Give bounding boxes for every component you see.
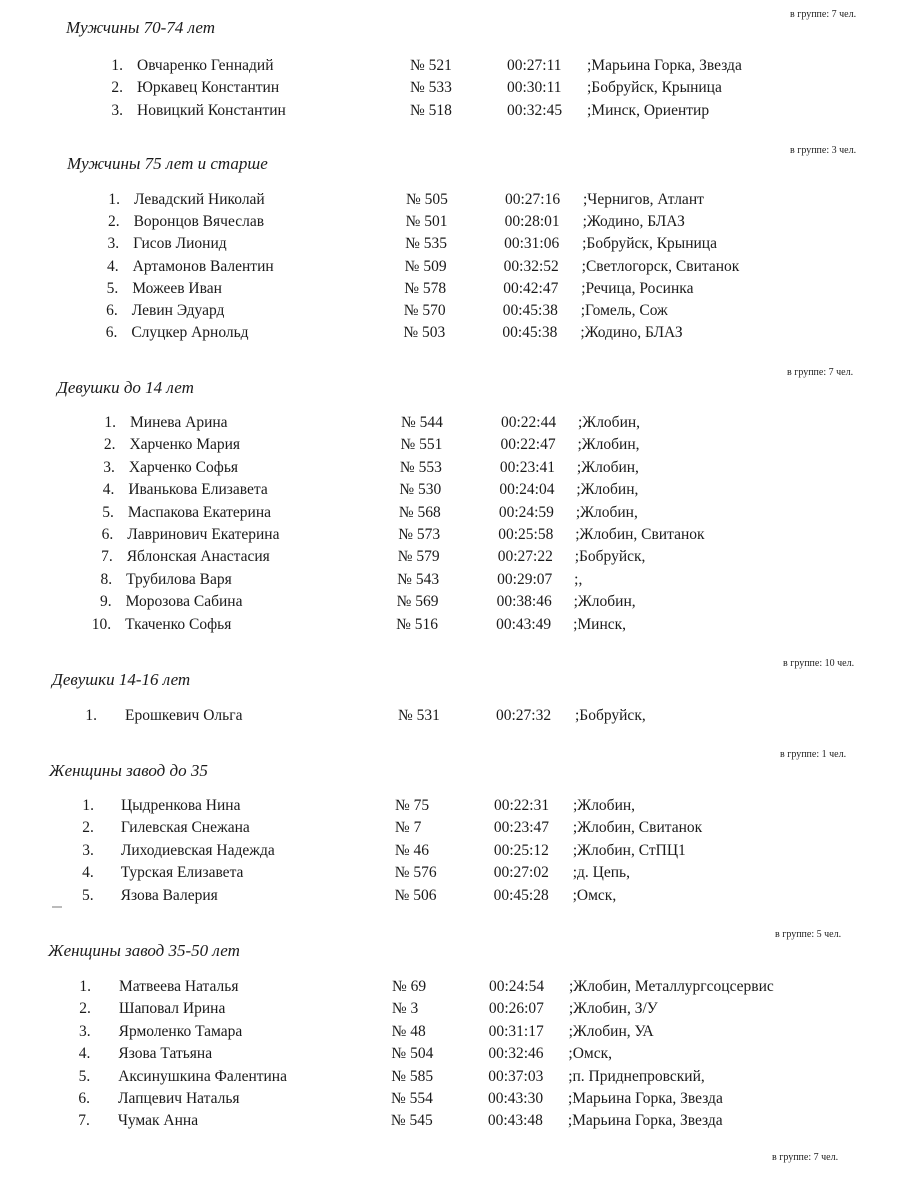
result-row — [0, 797, 880, 819]
result-row — [0, 593, 876, 615]
result-row — [0, 258, 879, 280]
result-row — [0, 280, 878, 302]
club-city: ;Жлобин, — [577, 436, 640, 454]
finish-time: 00:45:38 — [502, 302, 558, 319]
bib-number: № 535 — [405, 235, 448, 253]
result-row — [0, 1023, 880, 1045]
result-row — [0, 235, 879, 257]
finish-time: 00:25:12 — [493, 841, 549, 859]
group-title: Женщины завод 35-50 лет — [48, 941, 240, 960]
result-row — [0, 191, 880, 213]
athlete-name: Артамонов Валентин — [132, 257, 274, 275]
club-city: ;Жодино, БЛАЗ — [580, 324, 683, 342]
athlete-name: Харченко Софья — [128, 458, 239, 476]
club-city: ;Жлобин, — [576, 458, 639, 476]
place-number: 4. — [107, 257, 119, 275]
club-city: ;Марьина Горка, Звезда — [568, 1090, 723, 1107]
club-city: ;Жлобин, СтПЦ1 — [572, 841, 686, 859]
athlete-name: Юркавец Константин — [137, 79, 280, 97]
finish-time: 00:42:47 — [503, 279, 559, 297]
group-title: Мужчины 70-74 лет — [66, 18, 216, 37]
finish-time: 00:38:46 — [496, 593, 552, 611]
finish-time: 00:37:03 — [488, 1067, 544, 1085]
club-city: ;Жлобин, З/У — [568, 1000, 658, 1018]
bib-number: № 521 — [410, 57, 452, 74]
result-row — [0, 548, 877, 570]
place-number: 8. — [100, 570, 113, 588]
result-row — [0, 324, 877, 346]
finish-time: 00:22:31 — [494, 797, 550, 814]
result-row — [0, 707, 880, 729]
club-city: ;Жлобин, — [573, 593, 636, 611]
club-city: ;Жлобин, Свитанок — [575, 526, 705, 543]
club-city: ;Жлобин, Металлургсоцсервис — [569, 978, 774, 995]
club-city: ;Жлобин, — [573, 797, 636, 814]
athlete-name: Иванькова Елизавета — [128, 481, 268, 499]
athlete-name: Лиходиевская Надежда — [120, 841, 275, 859]
place-number: 4. — [102, 481, 115, 499]
bib-number: № 570 — [403, 302, 446, 319]
bib-number: № 579 — [397, 548, 440, 566]
place-number: 2. — [111, 79, 123, 97]
club-city: ;Жлобин, Свитанок — [572, 819, 703, 837]
finish-time: 00:31:06 — [504, 235, 560, 253]
club-city: ;Жлобин, УА — [568, 1022, 654, 1040]
place-number: 1. — [104, 414, 116, 431]
bib-number: № 518 — [410, 101, 452, 119]
athlete-name: Аксинушкина Фалентина — [118, 1067, 287, 1085]
athlete-name: Лавринович Екатерина — [127, 526, 280, 543]
finish-time: 00:45:38 — [502, 324, 558, 342]
club-city: ;Светлогорск, Свитанок — [581, 257, 740, 275]
bib-number: № 573 — [398, 526, 441, 543]
place-number: 2. — [103, 436, 116, 454]
finish-time: 00:27:11 — [507, 57, 562, 74]
club-city: ;Бобруйск, Крыница — [587, 79, 722, 97]
finish-time: 00:27:32 — [496, 707, 552, 724]
bib-number: № 585 — [391, 1067, 434, 1085]
result-row — [0, 978, 880, 1000]
place-number: 7. — [101, 548, 113, 566]
group-count: в группе: 7 чел. — [787, 367, 854, 378]
bib-number: № 503 — [403, 324, 446, 342]
bib-number: № 551 — [400, 436, 443, 454]
finish-time: 00:23:47 — [493, 819, 550, 837]
finish-time: 00:43:30 — [488, 1090, 544, 1107]
athlete-name: Ткаченко Софья — [125, 615, 232, 633]
club-city: ;Бобруйск, Крыница — [582, 235, 717, 253]
club-city: ;Минск, Ориентир — [587, 101, 710, 119]
club-city: ;Жодино, БЛАЗ — [582, 213, 685, 231]
bib-number: № 7 — [394, 819, 422, 837]
athlete-name: Харченко Мария — [129, 436, 241, 454]
place-number: 6. — [78, 1090, 90, 1107]
finish-time: 00:32:52 — [503, 257, 559, 275]
group-count: в группе: 7 чел. — [790, 9, 857, 20]
athlete-name: Цыдренкова Нина — [121, 797, 241, 814]
finish-time: 00:43:48 — [487, 1112, 543, 1130]
club-city: ;Омск, — [572, 886, 617, 904]
club-city: ;п. Приднепровский, — [568, 1067, 705, 1085]
club-city: ;Жлобин, — [576, 481, 639, 499]
club-city: ;д. Цепь, — [572, 864, 630, 882]
finish-time: 00:27:22 — [497, 548, 553, 566]
result-row — [0, 1045, 879, 1067]
athlete-name: Язова Татьяна — [118, 1045, 213, 1063]
bib-number: № 544 — [401, 414, 443, 431]
result-row — [0, 213, 880, 235]
place-number: 3. — [103, 458, 115, 476]
finish-time: 00:25:58 — [498, 526, 554, 543]
bib-number: № 504 — [391, 1045, 434, 1063]
place-number: 9. — [99, 593, 112, 611]
bib-number: № 576 — [394, 864, 437, 882]
finish-time: 00:30:11 — [507, 79, 562, 97]
athlete-name: Ерошкевич Ольга — [125, 707, 243, 724]
athlete-name: Гисов Лионид — [133, 235, 227, 253]
athlete-name: Гилевская Снежана — [120, 819, 250, 837]
bib-number: № 46 — [394, 841, 429, 859]
bib-number: № 505 — [406, 191, 448, 208]
finish-time: 00:31:17 — [488, 1022, 544, 1040]
place-number: 1. — [111, 57, 123, 74]
club-city: ;, — [574, 570, 583, 588]
club-city: ;Бобруйск, — [575, 707, 646, 724]
place-number: 10. — [91, 615, 112, 633]
place-number: 5. — [81, 886, 94, 904]
result-row — [0, 571, 876, 593]
bib-number: № 531 — [398, 707, 440, 724]
finish-time: 00:45:28 — [493, 886, 549, 904]
group-count: в группе: 7 чел. — [772, 1152, 839, 1163]
finish-time: 00:26:07 — [488, 1000, 544, 1018]
group-count: в группе: 5 чел. — [775, 929, 842, 940]
result-row — [0, 79, 880, 101]
bib-number: № 506 — [394, 886, 437, 904]
finish-time: 00:22:47 — [500, 436, 556, 454]
athlete-name: Овчаренко Геннадий — [137, 57, 274, 74]
bib-number: № 75 — [395, 797, 430, 814]
finish-time: 00:29:07 — [497, 570, 553, 588]
bib-number: № 568 — [398, 503, 441, 521]
place-number: 6. — [106, 302, 118, 319]
finish-time: 00:23:41 — [499, 458, 556, 476]
place-number: 1. — [85, 707, 97, 724]
club-city: ;Гомель, Сож — [580, 302, 668, 319]
bib-number: № 578 — [404, 279, 447, 297]
place-number: 2. — [79, 1000, 91, 1018]
result-row — [0, 526, 877, 548]
group-count: в группе: 3 чел. — [790, 145, 857, 156]
place-number: 1. — [108, 191, 120, 208]
club-city: ;Минск, — [573, 615, 627, 633]
club-city: ;Жлобин, — [578, 414, 641, 431]
bib-number: № 530 — [399, 481, 442, 499]
result-row — [0, 819, 880, 841]
finish-time: 00:24:04 — [499, 481, 555, 499]
result-row — [0, 302, 878, 324]
athlete-name: Яблонская Анастасия — [126, 548, 270, 566]
athlete-name: Лапцевич Наталья — [118, 1090, 240, 1107]
bib-number: № 545 — [390, 1112, 433, 1130]
group-title: Мужчины 75 лет и старше — [67, 154, 268, 173]
athlete-name: Минева Арина — [130, 414, 228, 431]
place-number: 5. — [102, 503, 114, 521]
bib-number: № 569 — [396, 593, 439, 611]
finish-time: 00:28:01 — [504, 213, 560, 231]
result-row — [0, 57, 880, 79]
bib-number: № 69 — [392, 978, 427, 995]
place-number: 6. — [105, 324, 118, 342]
place-number: 2. — [82, 819, 94, 837]
place-number: 3. — [82, 841, 94, 859]
result-row — [0, 887, 880, 909]
athlete-name: Турская Елизавета — [120, 864, 244, 882]
athlete-name: Новицкий Константин — [137, 101, 286, 119]
finish-time: 00:24:59 — [498, 503, 554, 521]
club-city: ;Марьина Горка, Звезда — [567, 1112, 723, 1130]
bib-number: № 533 — [410, 79, 452, 97]
result-row — [0, 1000, 880, 1022]
club-city: ;Жлобин, — [575, 503, 638, 521]
place-number: 3. — [111, 101, 123, 119]
place-number: 3. — [78, 1022, 91, 1040]
finish-time: 00:24:54 — [489, 978, 545, 995]
result-row — [0, 102, 880, 124]
finish-time: 00:32:45 — [507, 101, 563, 119]
bib-number: № 553 — [399, 458, 442, 476]
athlete-name: Морозова Сабина — [125, 593, 243, 611]
club-city: ;Чернигов, Атлант — [583, 191, 704, 208]
result-row — [0, 616, 875, 638]
athlete-name: Слуцкер Арнольд — [131, 324, 249, 342]
finish-time: 00:32:46 — [488, 1045, 544, 1063]
club-city: ;Речица, Росинка — [581, 279, 694, 297]
athlete-name: Трубилова Варя — [126, 570, 232, 588]
athlete-name: Ярмоленко Тамара — [118, 1022, 243, 1040]
place-number: 4. — [82, 864, 94, 882]
club-city: ;Бобруйск, — [574, 548, 646, 566]
athlete-name: Чумак Анна — [117, 1112, 199, 1130]
bib-number: № 48 — [391, 1022, 426, 1040]
result-row — [0, 1090, 879, 1112]
athlete-name: Шаповал Ирина — [118, 1000, 226, 1018]
finish-time: 00:22:44 — [501, 414, 557, 431]
club-city: ;Омск, — [568, 1045, 612, 1063]
bib-number: № 3 — [391, 1000, 419, 1018]
club-city: ;Марьина Горка, Звезда — [587, 57, 742, 74]
bib-number: № 554 — [391, 1090, 433, 1107]
bib-number: № 501 — [405, 213, 448, 231]
group-count: в группе: 10 чел. — [783, 658, 855, 669]
athlete-name: Левин Эдуард — [131, 302, 225, 319]
result-row — [0, 459, 879, 481]
finish-time: 00:43:49 — [496, 615, 552, 633]
place-number: 3. — [107, 235, 120, 253]
finish-time: 00:27:16 — [505, 191, 561, 208]
finish-time: 00:27:02 — [493, 864, 549, 882]
bib-number: № 509 — [404, 257, 447, 275]
place-number: 1. — [79, 978, 91, 995]
athlete-name: Маспакова Екатерина — [127, 503, 272, 521]
group-count: в группе: 1 чел. — [780, 749, 847, 760]
bib-number: № 516 — [396, 615, 438, 633]
athlete-name: Язова Валерия — [120, 886, 218, 904]
place-number: 1. — [82, 797, 94, 814]
result-row — [0, 436, 879, 458]
athlete-name: Воронцов Вячеслав — [133, 213, 265, 231]
place-number: 6. — [101, 526, 114, 543]
result-row — [0, 864, 880, 886]
result-row — [0, 842, 880, 864]
athlete-name: Можеев Иван — [132, 279, 222, 297]
place-number: 2. — [107, 213, 120, 231]
athlete-name: Матвеева Наталья — [119, 978, 239, 995]
result-row — [0, 1068, 879, 1090]
place-number: 7. — [78, 1112, 90, 1130]
result-row — [0, 1112, 879, 1134]
result-row — [0, 414, 880, 436]
athlete-name: Левадский Николай — [134, 191, 265, 208]
place-number: 5. — [106, 279, 119, 297]
result-row — [0, 481, 878, 503]
place-number: 5. — [78, 1067, 91, 1085]
group-title: Женщины завод до 35 — [49, 761, 208, 780]
group-title: Девушки 14-16 лет — [52, 670, 191, 689]
place-number: 4. — [78, 1045, 91, 1063]
result-row — [0, 504, 878, 526]
bib-number: № 543 — [397, 570, 440, 588]
group-title: Девушки до 14 лет — [57, 378, 194, 397]
